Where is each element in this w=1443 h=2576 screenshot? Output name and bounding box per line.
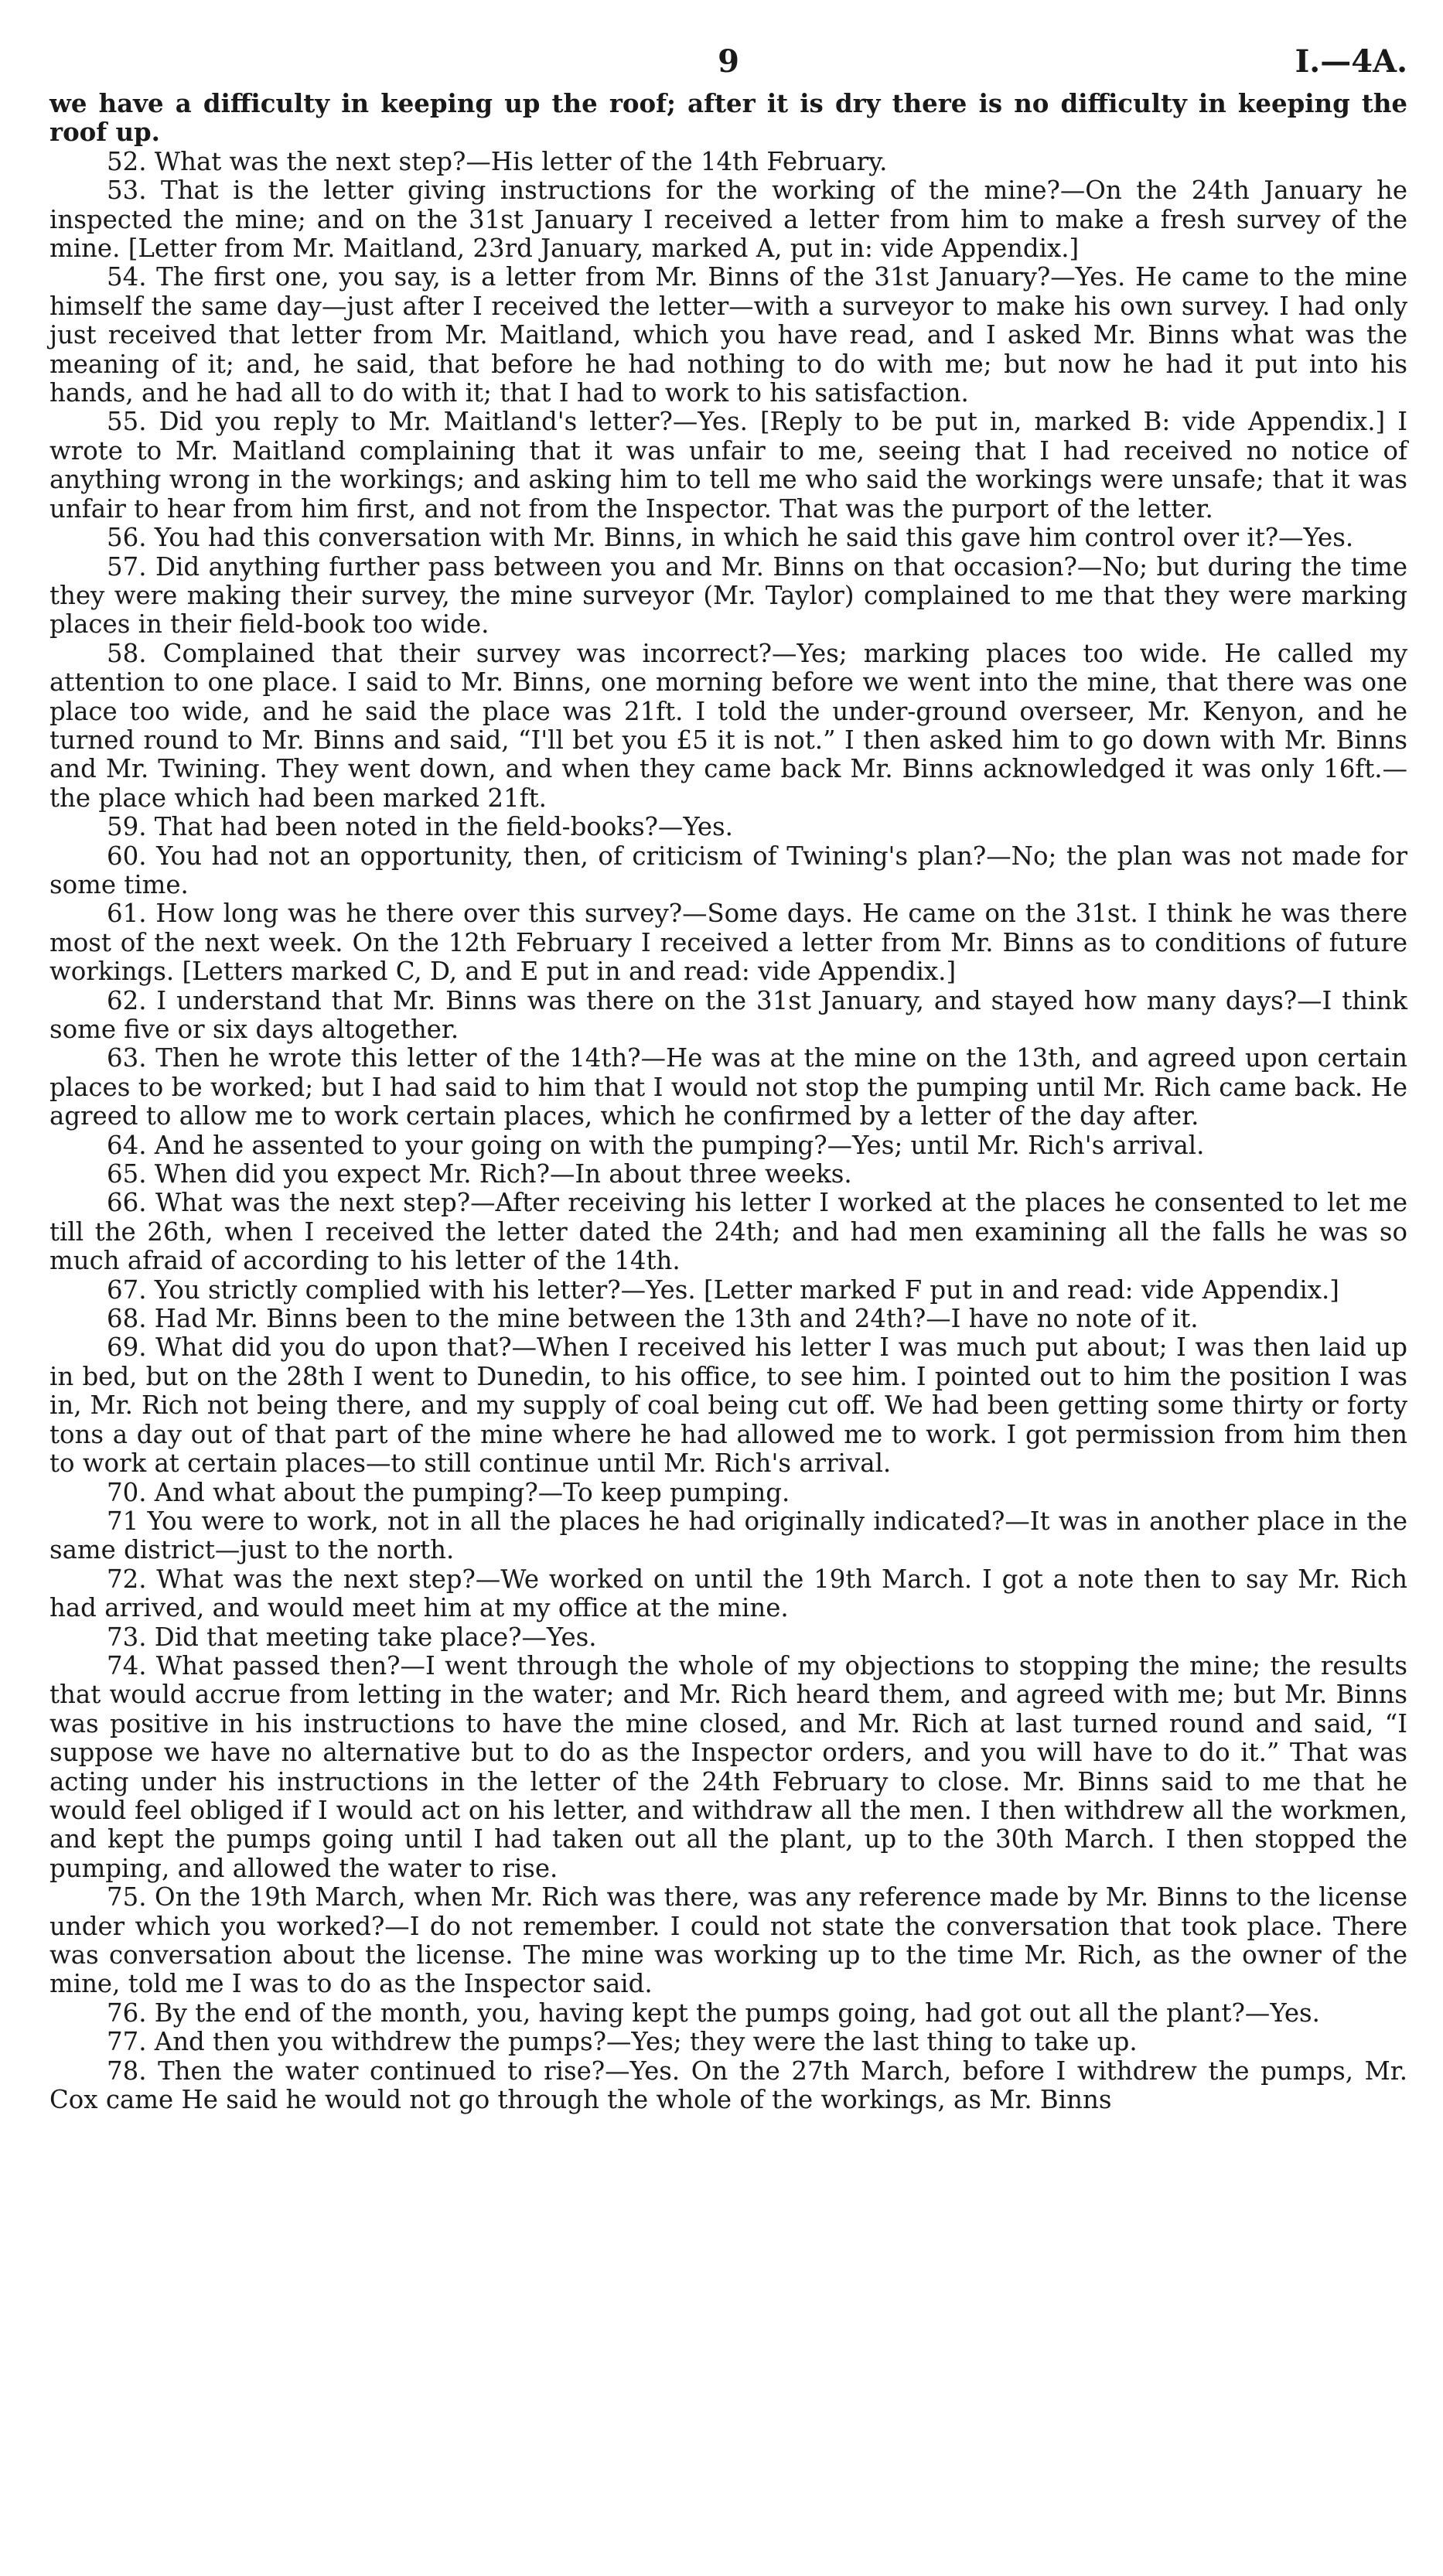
paragraph-q69: 69. What did you do upon that?—When I received his letter I was much put about; I was then laid up in bed, but on the 28th I went to Dunedin, to his office, to see him. I pointed out to him the position I was in, Mr. Rich not being there, and my supply of coal being cut off. We had been getting some thirty or forty tons a day out of that part of the mine where he had allowed me to work. I got permission from him then to work at certain places—to still continue until Mr. Rich's arrival. [49,1332,1407,1479]
paragraph-q66: 66. What was the next step?—After receiving his letter I worked at the places he consented to let me till the 26th, when I received the letter dated the 24th; and had men examining all the falls he was so much afraid of according to his letter of the 14th. [49,1188,1407,1276]
paragraph-q58: 58. Complained that their survey was incorrect?—Yes; marking places too wide. He called my attention to one place. I said to Mr. Binns, one morning before we went into the mine, that there was one place too wide, and he said the place was 21ft. I told the under-ground overseer, Mr. Kenyon, and he turned round to Mr. Binns and said, “I'll bet you £5 it is not.” I then asked him to go down with Mr. Binns and Mr. Twining. They went down, and when they came back Mr. Binns acknowledged it was only 16ft.—the place which had been marked 21ft. [49,638,1407,813]
paragraph-q67: 67. You strictly complied with his letter?—Yes. [Letter marked F put in and read: vide Appendix.] [107,1274,1339,1305]
evidence-text [49,90,1407,2114]
paragraph-q74: 74. What passed then?—I went through the whole of my objections to stopping the mine; the results that would accrue from letting in the water; and Mr. Rich heard them, and agreed with me; but Mr. Binns was positive in his instructions to have the mine closed, and Mr. Rich at last turned round and said, “I suppose we have no alternative but to do as the Inspector orders, and you will have to do it.” That was acting under his instructions in the letter of the 24th February to close. Mr. Binns said to me that he would feel obliged if I would act on his letter, and withdraw all the men. I then withdrew all the workmen, and kept the pumps going until I had taken out all the plant, up to the 30th March. I then stopped the pumping, and allowed the water to rise. [49,1650,1407,1883]
paragraph-q53: 53. That is the letter giving instructions for the working of the mine?—On the 24th January he inspected the mine; and on the 31st January I received a letter from him to make a fresh survey of the mine. [Letter from Mr. Maitland, 23rd January, marked A, put in: vide Appendix.] [49,176,1407,264]
paragraph-q55: 55. Did you reply to Mr. Maitland's letter?—Yes. [Reply to be put in, marked B: vide Appendix.] I wrote to Mr. Maitland complaining that it was unfair to me, seeing that I had received no notice of anything wrong in the workings; and asking him to tell me who said the workings were unsafe; that it was unfair to hear from him first, and not from the Inspector. That was the purport of the letter. [49,407,1407,524]
page-number: 9 [718,43,739,80]
paragraph-q57: 57. Did anything further pass between you and Mr. Binns on that occasion?—No; but during the time they were making their survey, the mine surveyor (Mr. Taylor) complained to me that they were marking places in their field-book too wide. [49,551,1407,640]
paragraph-q64: 64. And he assented to your going on with the pumping?—Yes; until Mr. Rich's arrival. [107,1130,1205,1160]
paragraph-q78: 78. Then the water continued to rise?—Yes. On the 27th March, before I withdrew the pumps, Mr. Cox came He said he would not go through the whole of the workings, as Mr. Binns [49,2056,1407,2115]
paragraph-q70: 70. And what about the pumping?—To keep pumping. [107,1477,790,1507]
paragraph-q59: 59. That had been noted in the field-books?—Yes. [107,812,733,842]
paragraph-q63: 63. Then he wrote this letter of the 14th?—He was at the mine on the 13th, and agreed upon certain places to be worked; but I had said to him that I would not stop the pumping until Mr. Rich came back. He agreed to allow me to work certain places, which he confirmed by a letter of the day after. [49,1043,1407,1131]
paragraph-q60: 60. You had not an opportunity, then, of criticism of Twining's plan?—No; the plan was not made for some time. [49,841,1407,899]
paragraph-q54: 54. The first one, you say, is a letter from Mr. Binns of the 31st January?—Yes. He came to the mine himself the same day—just after I received the letter—with a surveyor to make his own survey. I had only just received that letter from Mr. Maitland, which you have read, and I asked Mr. Binns what was the meaning of it; and, he said, that before he had nothing to do with me; but now he had it put into his hands, and he had all to do with it; that I had to work to his satisfaction. [49,262,1407,408]
paragraph-q61: 61. How long was he there over this survey?—Some days. He came on the 31st. I think he was there most of the next week. On the 12th February I received a letter from Mr. Binns as to conditions of future workings. [Letters marked C, D, and E put in and read: vide Appendix.] [49,899,1407,987]
paragraph-q62: 62. I understand that Mr. Binns was there on the 31st January, and stayed how many days?—I think some five or six days altogether. [49,985,1407,1044]
paragraph-q65: 65. When did you expect Mr. Rich?—In about three weeks. [107,1159,852,1189]
paragraph-q68: 68. Had Mr. Binns been to the mine between the 13th and 24th?—I have no note of it. [107,1304,1199,1334]
paragraph-q71: 71 You were to work, not in all the places he had originally indicated?—It was in another place in the same district—just to the north. [49,1506,1407,1565]
paragraph-q75: 75. On the 19th March, when Mr. Rich was there, was any reference made by Mr. Binns to the license under which you worked?—I do not remember. I could not state the conversation that took place. There was conversation about the license. The mine was working up to the time Mr. Rich, as the owner of the mine, told me I was to do as the Inspector said. [49,1882,1407,1999]
paragraph-q56: 56. You had this conversation with Mr. Binns, in which he said this gave him control over it?—Yes. [107,523,1354,553]
paragraph-q52: 52. What was the next step?—His letter of the 14th February. [107,146,888,176]
paragraph-q76: 76. By the end of the month, you, having kept the pumps going, had got out all the plant?—Yes. [107,1998,1320,2028]
paragraph-q77: 77. And then you withdrew the pumps?—Yes; they were the last thing to take up. [107,2027,1138,2057]
paragraph-q73: 73. Did that meeting take place?—Yes. [107,1622,597,1652]
document-page [49,43,1407,2114]
paragraph-continuation: we have a difficulty in keeping up the roof; after it is dry there is no difficulty in keeping the roof up. [49,89,1407,148]
paragraph-q72: 72. What was the next step?—We worked on until the 19th March. I got a note then to say Mr. Rich had arrived, and would meet him at my office at the mine. [49,1564,1407,1623]
document-reference: I.—4A. [1295,43,1407,80]
page-header [49,43,1407,90]
